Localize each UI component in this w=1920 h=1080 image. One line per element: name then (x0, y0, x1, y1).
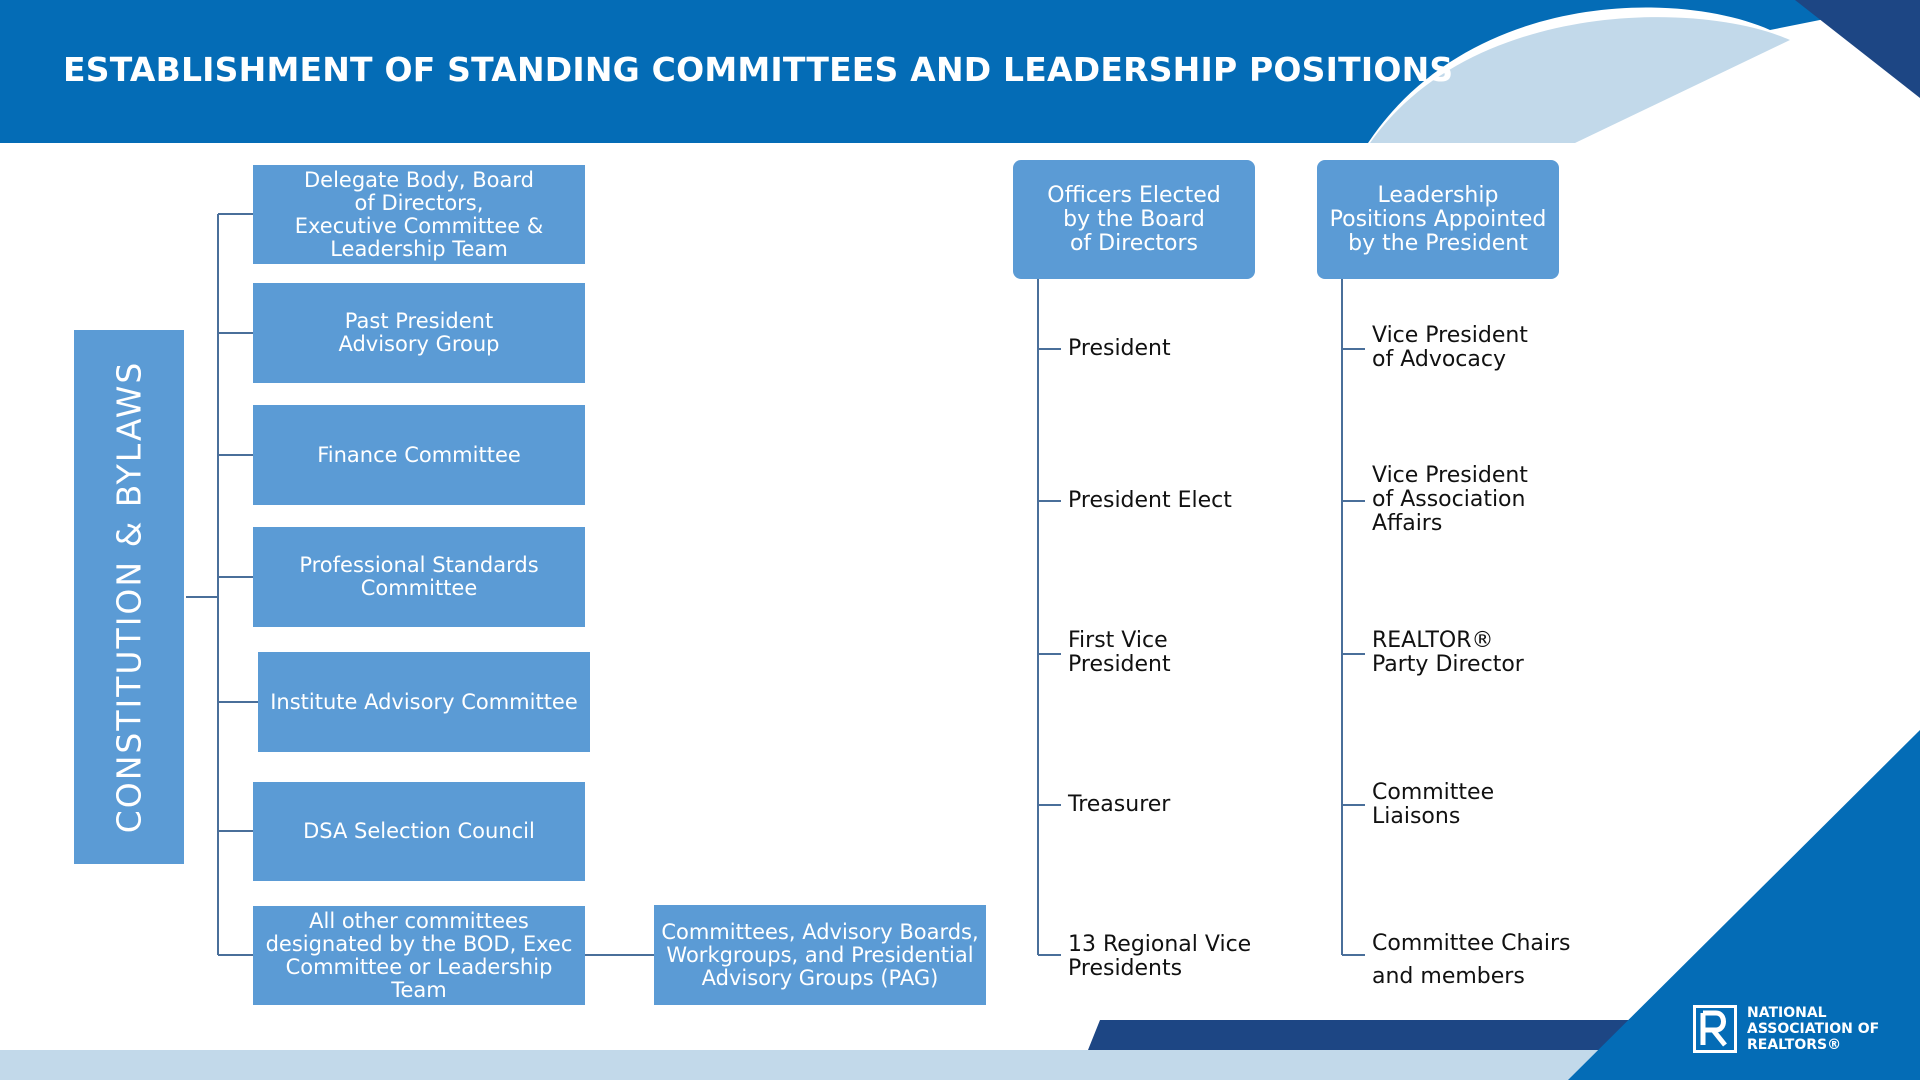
officer-president-elect: President Elect (1068, 488, 1232, 513)
logo-text: NATIONAL ASSOCIATION OF REALTORS® (1747, 1005, 1880, 1053)
committee-box-all-other: All other committees designated by the BOD, Exec Committee or Leadership Team (253, 906, 585, 1005)
committee-box-professional-standards: Professional Standards Committee (253, 527, 585, 627)
committee-box-dsa-selection: DSA Selection Council (253, 782, 585, 881)
leadership-committee-chairs: Committee Chairs and members (1372, 931, 1571, 989)
committee-box-delegate-body: Delegate Body, Board of Directors, Executive Committee & Leadership Team (253, 165, 585, 264)
leadership-vp-association-affairs: Vice President of Association Affairs (1372, 463, 1528, 536)
officers-header-box: Officers Elected by the Board of Directors (1013, 160, 1255, 279)
leadership-committee-liaisons: Committee Liaisons (1372, 780, 1495, 829)
leadership-realtor-party-director: REALTOR® Party Director (1372, 628, 1524, 677)
nar-logo (1693, 1005, 1903, 1057)
officer-president: President (1068, 336, 1171, 361)
committee-box-past-president: Past President Advisory Group (253, 283, 585, 383)
officer-treasurer: Treasurer (1068, 792, 1171, 817)
leadership-header-box: Leadership Positions Appointed by the President (1317, 160, 1559, 279)
committee-box-institute-advisory: Institute Advisory Committee (258, 652, 590, 752)
page-title: ESTABLISHMENT OF STANDING COMMITTEES AND LEADERSHIP POSITIONS (63, 50, 1454, 89)
officer-first-vice-president: First Vice President (1068, 628, 1171, 677)
leadership-vp-advocacy: Vice President of Advocacy (1372, 323, 1528, 372)
committee-box-finance: Finance Committee (253, 405, 585, 505)
constitution-bylaws-box (74, 330, 184, 864)
sub-committee-box: Committees, Advisory Boards, Workgroups, and Presidential Advisory Groups (PAG) (654, 905, 986, 1005)
constitution-bylaws-label: CONSTITUTION & BYLAWS (109, 360, 149, 834)
officer-regional-vice-presidents: 13 Regional Vice Presidents (1068, 932, 1252, 981)
realtor-r-logo-icon (1693, 1005, 1737, 1053)
